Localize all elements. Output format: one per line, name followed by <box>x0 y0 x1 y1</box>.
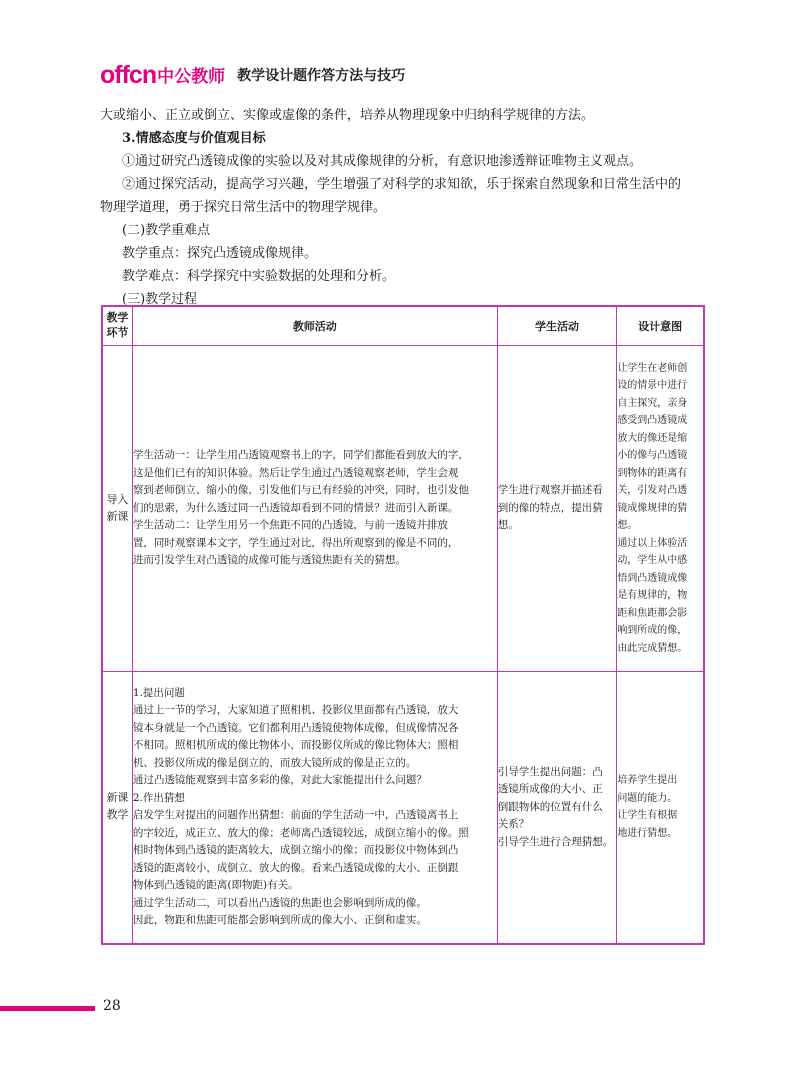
text-line: 到的像的特点，提出猜想。 <box>497 501 603 532</box>
heading-attitude-goals: 3.情感态度与价值观目标 <box>122 131 266 146</box>
text-line: 镜本身就是一个凸透镜。它们都利用凸透镜使物体成像，但成像情况各 <box>132 721 459 734</box>
text-line: 到物体的距离有 <box>617 467 688 479</box>
text-line: 通过以上体验活 <box>617 537 688 549</box>
design-intent-new <box>617 672 704 944</box>
teacher-activity-intro <box>132 346 497 672</box>
goal-item-1: ①通过研究凸透镜成像的实验以及对其成像规律的分析，有意识地渗透辩证唯物主义观点。 <box>122 154 643 169</box>
student-activity-intro <box>497 346 617 672</box>
text-line: 1.提出问题 <box>132 686 185 699</box>
text-line: 镜成像规律的猜 <box>617 502 688 514</box>
teacher-activity-new <box>132 672 497 944</box>
teaching-process-table <box>101 305 705 945</box>
text-line: 悟到凸透镜成像 <box>617 572 688 584</box>
header-stage <box>102 306 132 346</box>
text-line: 感受到凸透镜成 <box>617 415 688 427</box>
book-title: 教学设计题作答方法与技巧 <box>237 68 406 84</box>
logo-cn-text: 中公教师 <box>157 67 226 86</box>
stage-new-line1: 新课 <box>106 792 129 805</box>
text-line: 学生活动二：让学生用另一个焦距不同的凸透镜，与前一透镜并排放 <box>132 519 448 532</box>
page-header <box>100 62 405 88</box>
intro-line-1: 大或缩小、正立或倒立、实像或虚像的条件，培养从物理现象中归纳科学规律的方法。 <box>100 108 595 123</box>
header-teacher: 教师活动 <box>132 306 497 346</box>
design-intent-intro <box>617 346 704 672</box>
logo-brand: offcn <box>100 61 157 89</box>
text-line: 地进行猜想。 <box>617 827 678 839</box>
text-line: 2.作出猜想 <box>132 791 185 804</box>
text-line: 的字较近，成正立、放大的像；老师离凸透镜较远，成倒立缩小的像。照 <box>132 826 469 839</box>
stage-intro <box>102 346 132 672</box>
text-line: 透镜的距离较小，成倒立、放大的像。看来凸透镜成像的大小、正倒跟 <box>132 861 459 874</box>
text-line: 进而引发学生对凸透镜的成像可能与透镜焦距有关的猜想。 <box>132 554 406 567</box>
text-line: 引导学生提出问题：凸 <box>497 765 603 778</box>
stage-intro-line1: 导入 <box>106 493 129 506</box>
text-line: 物体到凸透镜的距离(即物距)有关。 <box>132 879 299 892</box>
text-line: 因此，物距和焦距可能都会影响到所成的像大小、正倒和虚实。 <box>132 914 427 927</box>
text-line: 学生活动一：让学生用凸透镜观察书上的字，同学们都能看到放大的字， <box>132 449 469 462</box>
text-line: 由此完成猜想。 <box>617 642 688 654</box>
section-process: (三)教学过程 <box>122 292 198 307</box>
text-line: 关系？ <box>497 818 530 830</box>
text-line: 想。 <box>617 520 638 532</box>
text-line: 设的情景中进行 <box>617 380 688 392</box>
text-line: 是有规律的，物 <box>617 590 688 602</box>
header-student: 学生活动 <box>497 306 617 346</box>
section-key-difficult: (二)教学重难点 <box>122 223 211 238</box>
table-header-row <box>102 306 704 346</box>
text-line: 引导学生进行合理猜想。 <box>497 835 614 848</box>
page-number: 28 <box>103 998 121 1014</box>
text-line: 问题的能力。 <box>617 792 678 804</box>
text-line: 通过上一节的学习，大家知道了照相机、投影仪里面都有凸透镜，放大 <box>132 704 459 717</box>
text-line: 通过凸透镜能观察到丰富多彩的像，对此大家能提出什么问题？ <box>132 774 427 787</box>
stage-new-lesson <box>102 672 132 944</box>
key-point: 教学重点：探究凸透镜成像规律。 <box>122 246 318 261</box>
text-line: 动，学生从中感 <box>617 555 688 567</box>
text-line: 相时物体到凸透镜的距离较大，成倒立缩小的像；而投影仪中物体到凸 <box>132 844 459 857</box>
text-line: 机、投影仪所成的像是倒立的，而放大镜所成的像是正立的。 <box>132 756 417 769</box>
text-line: 让学生在老师创 <box>617 362 688 374</box>
text-line: 们的思索，为什么透过同一凸透镜却看到不同的情景？进而引入新课。 <box>132 501 459 514</box>
intro-text <box>100 104 700 311</box>
goal-item-2b: 物理学道理，勇于探究日常生活中的物理学规律。 <box>100 200 387 215</box>
text-line: 小的像与凸透镜 <box>617 450 688 462</box>
text-line: 倒跟物体的位置有什么 <box>497 800 603 813</box>
goal-item-2a: ②通过探究活动，提高学习兴趣，学生增强了对科学的求知欲，乐于探索自然现象和日常生活中的 <box>122 177 682 192</box>
offcn-logo <box>100 63 225 87</box>
text-line: 置，同时观察课本文字，学生通过对比，得出所观察到的像是不同的， <box>132 536 459 549</box>
table-row <box>102 672 704 944</box>
text-line: 关，引发对凸透 <box>617 485 688 497</box>
header-stage-line2: 环节 <box>106 327 129 339</box>
text-line: 这是他们已有的知识体验。然后让学生通过凸透镜观察老师，学生会观 <box>132 466 459 479</box>
text-line: 放大的像还是缩 <box>617 432 688 444</box>
difficult-point: 教学难点：科学探究中实验数据的处理和分析。 <box>122 269 396 284</box>
text-line: 让学生有根据 <box>617 810 678 822</box>
text-line: 透镜所成像的大小、正 <box>497 783 603 795</box>
stage-intro-line2: 新课 <box>106 510 129 523</box>
text-line: 察到老师倒立、缩小的像，引发他们与已有经验的冲突，同时，也引发他 <box>132 484 469 497</box>
header-stage-line1: 教学 <box>106 312 129 324</box>
text-line: 启发学生对提出的问题作出猜想：前面的学生活动一中，凸透镜离书上 <box>132 809 459 822</box>
table-row <box>102 346 704 672</box>
text-line: 自主探究，亲身 <box>617 397 688 409</box>
text-line: 培养学生提出 <box>617 775 678 787</box>
text-line: 距和焦距都会影 <box>617 607 688 619</box>
stage-new-line2: 教学 <box>106 809 129 822</box>
text-line: 响到所成的像， <box>617 625 688 637</box>
header-design: 设计意图 <box>617 306 704 346</box>
student-activity-new <box>497 672 617 944</box>
text-line: 通过学生活动二，可以看出凸透镜的焦距也会影响到所成的像。 <box>132 896 427 909</box>
footer-accent-bar <box>0 1006 95 1011</box>
text-line: 学生进行观察并描述看 <box>497 484 603 497</box>
text-line: 不相同。照相机所成的像比物体小，而投影仪所成的像比物体大；照相 <box>132 739 459 752</box>
